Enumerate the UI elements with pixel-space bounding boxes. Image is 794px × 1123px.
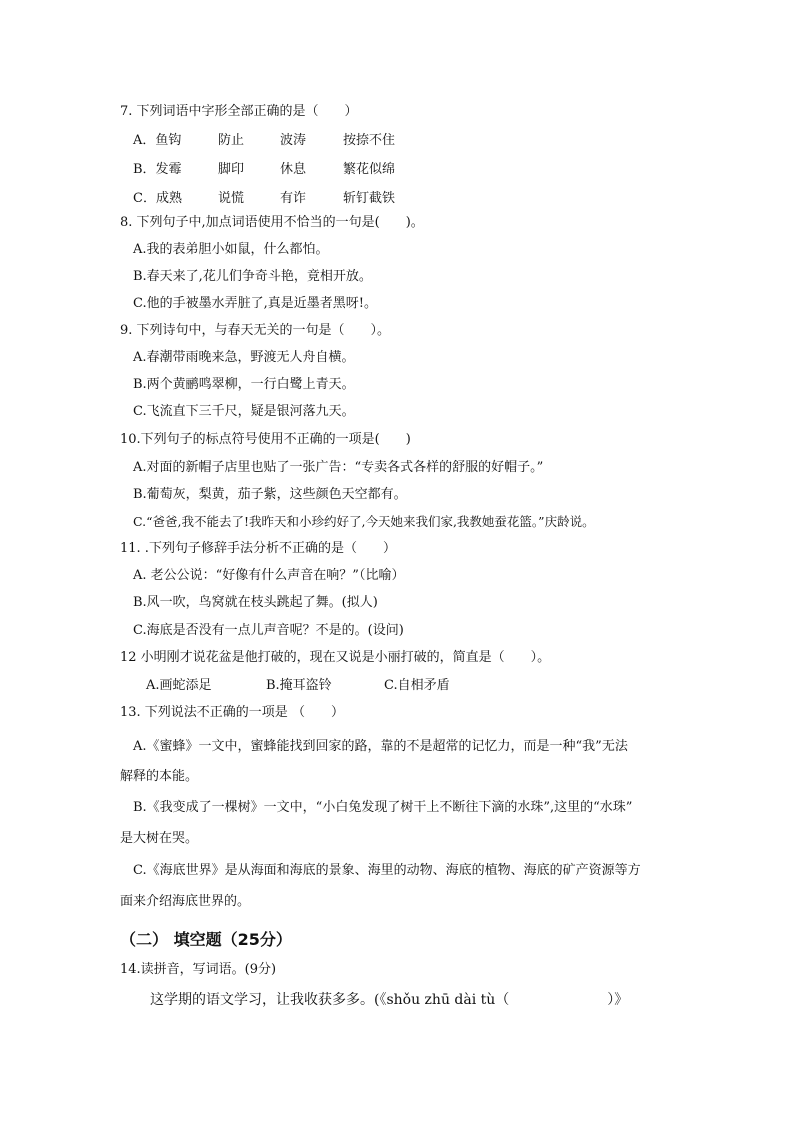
q8-option-a: A.我的表弟胆小如鼠，什么都怕。 xyxy=(133,242,329,257)
q14-stem: 14.读拼音，写词语。(9分) xyxy=(120,962,277,977)
q7-b-word3: 休息 xyxy=(280,162,307,177)
q11-option-a: A. 老公公说：“好像有什么声音在响？”（比喻） xyxy=(133,568,405,583)
q7-a-word3: 波涛 xyxy=(280,133,307,148)
q7-a-word1: A．鱼钩 xyxy=(133,133,182,148)
q13-option-b-line2: 是大树在哭。 xyxy=(120,831,199,846)
q13-option-c-line2: 面来介绍海底世界的。 xyxy=(120,894,251,909)
q7-c-word2: 说慌 xyxy=(218,191,245,206)
q7-a-word2: 防止 xyxy=(218,133,245,148)
q7-a-word4: 按捺不住 xyxy=(343,133,396,148)
q8-stem: 8. 下列句子中,加点词语使用不恰当的一句是( )。 xyxy=(120,215,424,230)
q10-option-a: A.对面的新帽子店里也贴了一张广告：“专卖各式各样的舒服的好帽子。” xyxy=(133,460,544,475)
q14-sentence: 这学期的语文学习，让我收获多多。(《shǒu zhū dài tù（ ）》 xyxy=(150,992,629,1008)
q7-c-word3: 有诈 xyxy=(280,191,307,206)
q13-option-b-line1: B.《我变成了一棵树》一文中，“小白兔发现了树干上不断往下滴的水珠”,这里的“水珠” xyxy=(133,800,633,815)
q13-option-a-line1: A.《蜜蜂》一文中，蜜蜂能找到回家的路，靠的不是超常的记忆力，而是一种“我”无法 xyxy=(133,739,628,754)
q12-option-a: A.画蛇添足 xyxy=(146,678,212,693)
q8-option-b: B.春天来了,花儿们争奇斗艳，竟相开放。 xyxy=(133,269,372,284)
q8-option-c: C.他的手被墨水弄脏了,真是近墨者黑呀!。 xyxy=(133,296,377,311)
q12-option-b: B.掩耳盗铃 xyxy=(266,678,332,693)
q9-option-a: A.春潮带雨晚来急，野渡无人舟自横。 xyxy=(133,350,355,365)
q10-stem: 10.下列句子的标点符号使用不正确的一项是( ) xyxy=(120,432,411,447)
q7-stem: 7. 下列词语中字形全部正确的是（ ） xyxy=(120,104,358,119)
q13-option-a-line2: 解释的本能。 xyxy=(120,769,199,784)
q9-stem: 9. 下列诗句中，与春天无关的一句是（ ）。 xyxy=(120,323,391,338)
q7-b-word2: 脚印 xyxy=(218,162,245,177)
q11-option-c: C.海底是否没有一点儿声音呢？不是的。(设问) xyxy=(133,623,404,638)
q7-c-word4: 斩钉截铁 xyxy=(343,191,396,206)
q10-option-b: B.葡萄灰，梨黄，茄子紫，这些颜色天空都有。 xyxy=(133,487,407,502)
q7-b-word4: 繁花似绵 xyxy=(343,162,396,177)
section-heading-fill-in: （二） 填空题（25分） xyxy=(120,930,292,949)
q7-option-c xyxy=(133,190,433,280)
q12-stem: 12 小明刚才说花盆是他打破的，现在又说是小丽打破的，简直是（ ）。 xyxy=(120,650,551,665)
q12-option-c: C.自相矛盾 xyxy=(384,678,450,693)
q13-option-c-line1: C.《海底世界》是从海面和海底的景象、海里的动物、海底的植物、海底的矿产资源等方 xyxy=(133,863,641,878)
q9-option-b: B.两个黄鹂鸣翠柳，一行白鹭上青天。 xyxy=(133,377,355,392)
q10-option-c: C.“爸爸,我不能去了!我昨天和小珍约好了,今天她来我们家,我教她蚕花篮。”庆龄说。 xyxy=(133,514,595,529)
q9-option-c: C.飞流直下三千尺，疑是银河落九天。 xyxy=(133,404,355,419)
q13-stem: 13. 下列说法不正确的一项是 （ ） xyxy=(120,705,344,720)
q11-stem: 11. .下列句子修辞手法分析不正确的是（ ） xyxy=(120,541,396,556)
q11-option-b: B.风一吹，鸟窝就在枝头跳起了舞。(拟人) xyxy=(133,595,378,610)
q7-c-word1: C．成熟 xyxy=(133,191,182,206)
q7-b-word1: B．发霉 xyxy=(133,162,182,177)
